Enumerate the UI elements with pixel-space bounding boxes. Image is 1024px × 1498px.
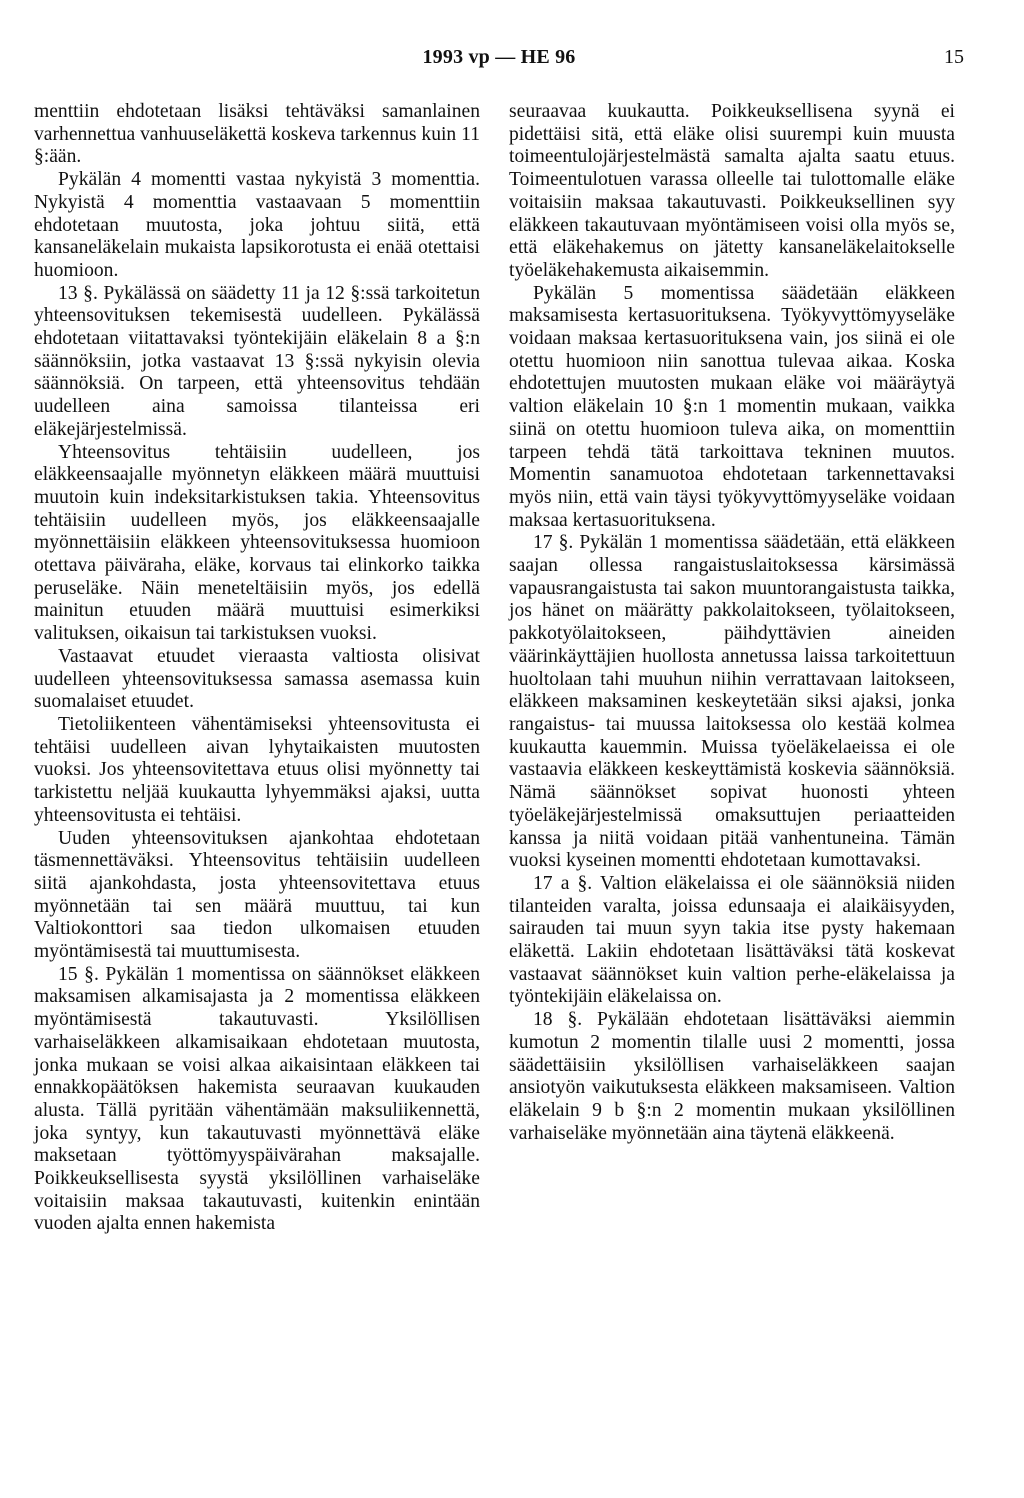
paragraph: 17 §. Pykälän 1 momentissa säädetään, että eläkkeen saajan ollessa rangaistuslaitoksessa kärsimässä vapausrangaistusta tai sakon muuntorangaistusta taikka, jos hänet on määrätty pakkolaitokseen, työlaitokseen, pakkotyölaitokseen, päihdyttävien aineiden väärinkäyttäjien huollosta annetussa laissa tarkoitettuun huoltolaan tahi muuhun niihin verrattavaan laitokseen, eläkkeen maksaminen keskeytetään siksi ajaksi, jonka rangaistus- tai muussa laitoksessa olo kestää kolmea kuukautta kauemmin. Muissa työeläkelaeissa ei ole vastaavia eläkkeen keskeyttämistä koskevia säännöksiä. Nämä säännökset sopivat huonosti yhteen työeläkejärjestelmissä omaksuttujen periaatteiden kanssa ja niitä voidaan pitää vanhentuneina. Tämän vuoksi kyseinen momentti ehdotetaan kumottavaksi.: [509, 532, 955, 872]
paragraph: seuraavaa kuukautta. Poikkeuksellisena syynä ei pidettäisi sitä, että eläke olisi suurempi kuin muusta toimeentulojärjestelmästä samalta ajalta saatu etuus. Toimeentulotuen varassa olleelle tai tulottomalle eläke voitaisiin maksaa takautuvasti. Poikkeuksellinen syy eläkkeen takautuvaan myöntämiseen voisi olla myös se, että eläkehakemus on jätetty kansaneläkelaitokselle työeläkehakemusta aikaisemmin.: [509, 101, 955, 281]
page-number: 15: [944, 46, 964, 68]
page-header: [34, 46, 964, 76]
paragraph: Tietoliikenteen vähentämiseksi yhteensovitusta ei tehtäisi uudelleen aivan lyhytaikaisten muutosten vuoksi. Jos yhteensovitettava etuus olisi myönnetty tai tarkistettu neljää kuukautta lyhyemmäksi ajaksi, uutta yhteensovitusta ei tehtäisi.: [34, 713, 480, 826]
running-head: 1993 vp — HE 96: [422, 46, 576, 68]
paragraph: Uuden yhteensovituksen ajankohtaa ehdotetaan täsmennettäväksi. Yhteensovitus tehtäisiin uudelleen siitä ajankohdasta, josta yhteensovitettava etuus myönnetään tai sen määrä muuttuu, tai kun Valtiokonttori saa tiedon ulkomaisen etuuden myöntämisestä tai muuttumisesta.: [34, 827, 480, 963]
paragraph: Yhteensovitus tehtäisiin uudelleen, jos eläkkeensaajalle myönnetyn eläkkeen määrä muuttuisi muutoin kuin indeksitarkistuksen takia. Yhteensovitus tehtäisiin uudelleen myös, jos eläkkeensaajalle myönnettäisiin eläkkeen yhteensovituksessa huomioon otettava päiväraha, eläke, korvaus tai elinkorko taikka peruseläke. Näin meneteltäisiin myös, jos edellä mainitun etuuden määrä muuttuisi esimerkiksi valituksen, oikaisun tai tarkistuksen vuoksi.: [34, 441, 480, 645]
paragraph: menttiin ehdotetaan lisäksi tehtäväksi samanlainen varhennettua vanhuuseläkettä koskeva tarkennus kuin 11 §:ään.: [34, 101, 480, 168]
left-column: [34, 101, 480, 1236]
paragraph: 13 §. Pykälässä on säädetty 11 ja 12 §:ssä tarkoitetun yhteensovituksen tekemisestä uudelleen. Pykälässä ehdotetaan viitattavaksi työntekijäin eläkelain 8 a §:n säännöksiin, jotka vastaavat 13 §:ssä nykyisin olevia säännöksiä. On tarpeen, että yhteensovitus tehdään uudelleen aina samoissa tilanteissa eri eläkejärjestelmissä.: [34, 282, 480, 440]
paragraph: Pykälän 4 momentti vastaa nykyistä 3 momenttia. Nykyistä 4 momenttia vastaavaan 5 momenttiin ehdotetaan muutosta, joka johtuu siitä, että kansaneläkelain mukaista lapsikorotusta ei enää otettaisi huomioon.: [34, 169, 480, 281]
paragraph: Pykälän 5 momentissa säädetään eläkkeen maksamisesta kertasuorituksena. Työkyvyttömyyseläke voidaan maksaa kertasuorituksena vain, jos siinä ei ole otettu huomioon niin sanottua tulevaa aikaa. Koska ehdotettujen muutosten mukaan eläke voi määräytyä valtion eläkelain 10 §:n 1 momentin mukaan, vaikka siinä on otettu huomioon tuleva aika, on momenttiin tarpeen tehdä tätä tarkoittava tekninen muutos. Momentin sanamuotoa ehdotetaan tarkennettavaksi myös niin, että vain täysi työkyvyttömyyseläke voidaan maksaa kertasuorituksena.: [509, 282, 955, 531]
paragraph: 17 a §. Valtion eläkelaissa ei ole säännöksiä niiden tilanteiden varalta, joissa edunsaaja ei alaikäisyyden, sairauden tai muun syyn takia itse pysty hakemaan eläkettä. Lakiin ehdotetaan lisättäväksi tätä koskevat vastaavat säännökset kuin valtion perhe-eläkelaissa ja työntekijäin eläkelaissa on.: [509, 872, 955, 1008]
right-column: [509, 101, 955, 1145]
paragraph: Vastaavat etuudet vieraasta valtiosta olisivat uudelleen yhteensovituksessa samassa asemassa kuin suomalaiset etuudet.: [34, 645, 480, 713]
paragraph: 15 §. Pykälän 1 momentissa on säännökset eläkkeen maksamisen alkamisajasta ja 2 momentissa eläkkeen myöntämisestä takautuvasti. Yksilöllisen varhaiseläkkeen alkamisaikaan ehdotetaan muutosta, jonka mukaan se voisi alkaa aikaisintaan eläkkeen tai ennakkopäätöksen hakemista seuraavan kuukauden alusta. Tällä pyritään vähentämään maksuliikennettä, joka syntyy, kun takautuvasti myönnettävä eläke maksetaan työttömyyspäivärahan maksajalle. Poikkeuksellisesta syystä yksilöllinen varhaiseläke voitaisiin maksaa takautuvasti, kuitenkin enintään vuoden ajalta ennen hakemista: [34, 963, 480, 1235]
paragraph: 18 §. Pykälään ehdotetaan lisättäväksi aiemmin kumotun 2 momentin tilalle uusi 2 momentti, jossa säädettäisiin yksilöllisen varhaiseläkkeen saajan ansiotyön vaikutuksesta eläkkeen maksamiseen. Valtion eläkelain 9 b §:n 2 momentin mukaan yksilöllinen varhaiseläke myönnetään aina täytenä eläkkeenä.: [509, 1009, 955, 1144]
